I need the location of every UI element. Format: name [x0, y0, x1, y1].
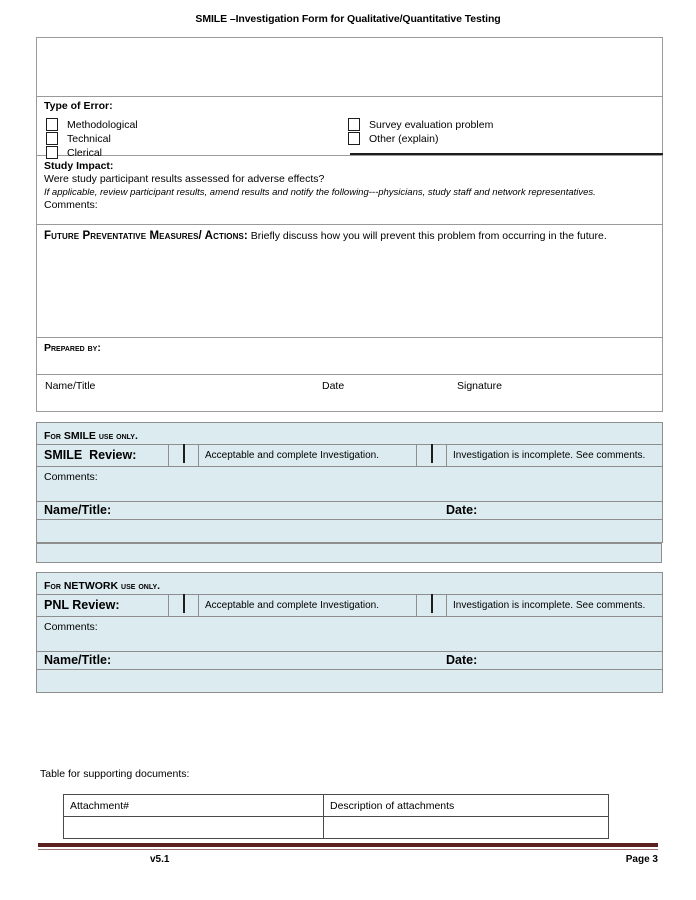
attachments-cell-number[interactable]	[64, 817, 324, 839]
network-banner-suffix: use only.	[118, 580, 161, 592]
label-clerical: Clerical	[67, 147, 103, 159]
study-impact-question: Were study participant results assessed for adverse effects?	[44, 173, 325, 186]
checkbox-row-other[interactable]	[348, 132, 493, 146]
network-banner-prefix: For	[44, 580, 64, 592]
smile-banner-suffix: use only.	[95, 430, 138, 442]
smile-banner-row	[37, 423, 663, 445]
network-banner-org: NETWORK	[63, 580, 119, 592]
future-measures-row	[37, 225, 663, 338]
network-name-date-input-area[interactable]	[37, 670, 663, 693]
network-label-name-title: Name/Title:	[44, 653, 112, 667]
smile-name-date-labels	[37, 502, 662, 519]
checkbox-technical[interactable]	[46, 132, 58, 145]
type-of-error-heading: Type of Error:	[44, 100, 113, 112]
checkbox-methodological[interactable]	[46, 118, 58, 131]
smile-comments-row	[37, 467, 663, 502]
smile-name-date-input-row	[37, 520, 663, 543]
study-impact-heading: Study Impact:	[44, 160, 114, 172]
checkbox-smile-incomplete[interactable]	[431, 444, 433, 463]
attachments-table	[63, 794, 609, 839]
smile-comments-label: Comments:	[44, 471, 98, 483]
future-measures-body: Briefly discuss how you will prevent this problem from occurring in the future.	[250, 230, 607, 242]
future-measures-heading: Future Preventative Measures/ Actions:	[44, 230, 248, 242]
network-banner	[37, 573, 662, 594]
checkbox-network-accept[interactable]	[183, 594, 185, 613]
label-name-title: Name/Title	[45, 380, 96, 392]
prepared-by-heading: Prepared by:	[44, 342, 101, 354]
section-gap-table	[36, 543, 662, 563]
page-title: SMILE –Investigation Form for Qualitative/Quantitative Testing	[195, 13, 501, 25]
network-checkbox-incomplete-cell[interactable]	[417, 595, 447, 617]
type-of-error-left-options	[46, 118, 138, 160]
section-gap-cell	[37, 544, 662, 563]
network-name-date-input-row	[37, 670, 663, 693]
study-impact-row	[37, 156, 663, 225]
footer-page-number: Page 3	[625, 854, 658, 865]
network-name-date-row	[37, 652, 663, 670]
attachments-header-number: Attachment#	[64, 795, 324, 817]
smile-banner-org: SMILE	[63, 430, 96, 442]
checkbox-row-technical[interactable]	[46, 132, 138, 146]
investigation-form	[36, 37, 662, 693]
smile-banner	[37, 423, 662, 444]
checkbox-row-survey-evaluation[interactable]	[348, 118, 493, 132]
attachments-caption: Table for supporting documents:	[40, 768, 190, 780]
attachments-header-row	[64, 795, 609, 817]
label-methodological: Methodological	[67, 119, 138, 131]
network-option-incomplete: Investigation is incomplete. See comments.	[453, 600, 646, 611]
study-impact-comments-label: Comments:	[44, 199, 98, 212]
label-survey-evaluation: Survey evaluation problem	[369, 119, 494, 131]
signature-row	[37, 375, 663, 412]
label-other: Other (explain)	[369, 133, 439, 145]
type-of-error-row	[37, 97, 663, 156]
smile-checkbox-accept-cell[interactable]	[169, 445, 199, 467]
signature-labels	[37, 375, 662, 411]
label-signature: Signature	[457, 380, 502, 392]
checkbox-network-incomplete[interactable]	[431, 594, 433, 613]
study-impact-block	[37, 156, 662, 216]
checkbox-survey-evaluation[interactable]	[348, 118, 360, 131]
network-checkbox-accept-cell[interactable]	[169, 595, 199, 617]
checkbox-other[interactable]	[348, 132, 360, 145]
footer-rule-thin	[38, 849, 658, 850]
checkbox-row-clerical[interactable]	[46, 146, 138, 160]
smile-label-name-title: Name/Title:	[44, 503, 112, 517]
label-date: Date	[322, 380, 345, 392]
network-name-date-labels	[37, 652, 662, 669]
other-explain-write-in-line[interactable]	[350, 153, 663, 155]
checkbox-clerical[interactable]	[46, 146, 58, 159]
attachments-header-description: Description of attachments	[324, 795, 609, 817]
prepared-by-row	[37, 338, 663, 375]
smile-checkbox-incomplete-cell[interactable]	[417, 445, 447, 467]
attachments-cell-description[interactable]	[324, 817, 609, 839]
main-form-table	[36, 37, 663, 412]
smile-review-options-row	[37, 445, 663, 467]
network-comments-label: Comments:	[44, 621, 98, 633]
network-option-accept: Acceptable and complete Investigation.	[205, 600, 379, 611]
smile-option-accept: Acceptable and complete Investigation.	[205, 450, 379, 461]
smile-review-table	[36, 422, 663, 543]
smile-review-title: SMILE Review:	[44, 448, 137, 462]
network-banner-row	[37, 573, 663, 595]
smile-option-incomplete: Investigation is incomplete. See comments.	[453, 450, 646, 461]
description-input-area[interactable]	[37, 38, 663, 97]
prepared-by-block	[37, 338, 662, 359]
smile-name-date-input-area[interactable]	[37, 520, 663, 543]
description-row	[37, 38, 663, 97]
study-impact-instruction: If applicable, review participant results, amend results and notify the following---physicians, study staff and network representatives.	[44, 186, 596, 198]
smile-banner-prefix: For	[44, 430, 64, 442]
checkbox-row-methodological[interactable]	[46, 118, 138, 132]
checkbox-smile-accept[interactable]	[183, 444, 185, 463]
footer-rule-thick	[38, 843, 658, 847]
type-of-error-right-options	[348, 118, 493, 146]
table-row	[64, 817, 609, 839]
network-comments-input-area[interactable]	[37, 617, 663, 652]
network-review-table	[36, 572, 663, 693]
smile-name-date-row	[37, 502, 663, 520]
network-label-date: Date:	[446, 653, 478, 667]
network-review-options-row	[37, 595, 663, 617]
future-measures-block	[37, 225, 662, 248]
network-comments-row	[37, 617, 663, 652]
type-of-error-block	[37, 97, 662, 159]
smile-label-date: Date:	[446, 503, 478, 517]
smile-comments-input-area[interactable]	[37, 467, 663, 502]
section-gap-row	[37, 544, 662, 563]
label-technical: Technical	[67, 133, 111, 145]
footer-version: v5.1	[150, 854, 170, 865]
future-measures-input-area[interactable]	[37, 225, 663, 338]
network-review-title: PNL Review:	[44, 598, 120, 612]
